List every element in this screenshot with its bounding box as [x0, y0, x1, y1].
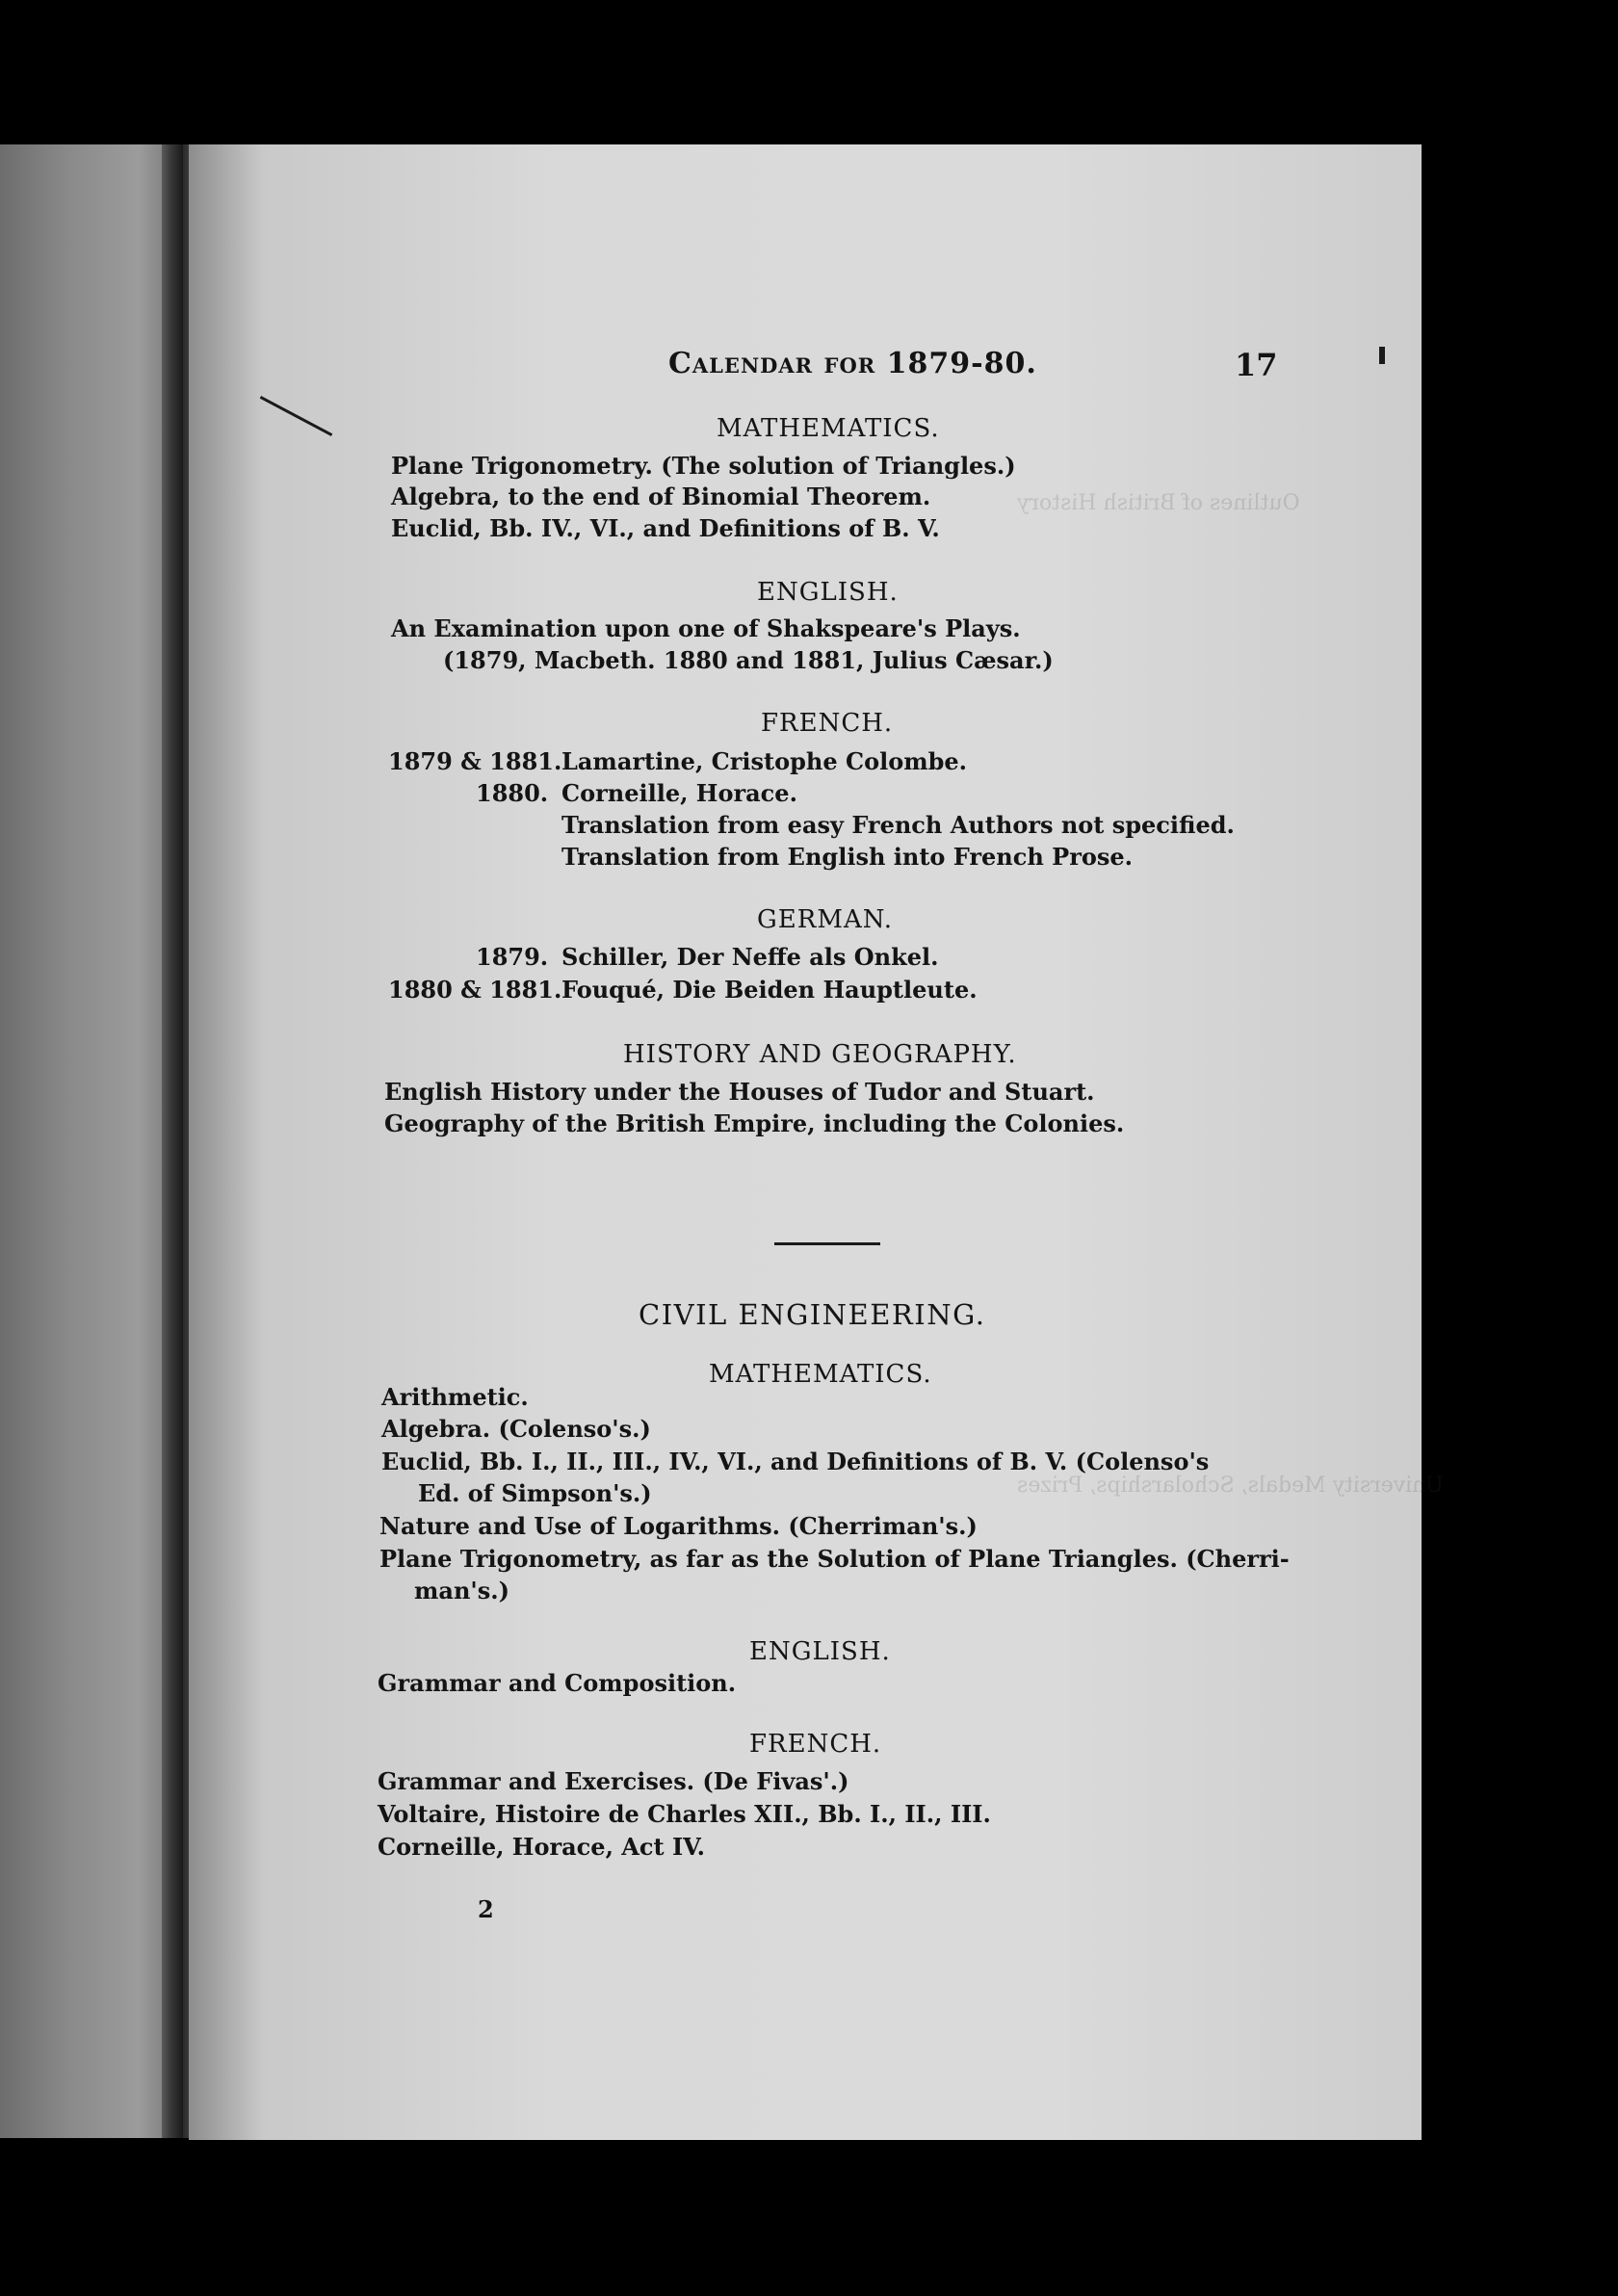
math-line: Plane Trigonometry. (The solution of Triangles.): [391, 452, 1016, 480]
french-text: Lamartine, Cristophe Colombe.: [561, 747, 968, 775]
ce-english-heading: ENGLISH.: [749, 1637, 891, 1666]
ce-math-line: Euclid, Bb. I., II., III., IV., VI., and Definitions of B. V. (Colenso's: [381, 1448, 1210, 1475]
ce-math-line: Plane Trigonometry, as far as the Solution of Plane Triangles. (Cherri-: [379, 1545, 1290, 1573]
math-line: Algebra, to the end of Binomial Theorem.: [391, 483, 931, 510]
book-spine: [162, 144, 183, 2138]
facing-page-edge: [0, 144, 173, 2138]
math-line: Euclid, Bb. IV., VI., and Definitions of B. V.: [391, 514, 940, 542]
history-heading: HISTORY AND GEOGRAPHY.: [623, 1040, 1017, 1069]
civil-engineering-title: CIVIL ENGINEERING.: [639, 1298, 986, 1331]
page-header: [189, 347, 1422, 395]
french-year: 1879 & 1881.: [388, 747, 562, 775]
german-heading: GERMAN.: [757, 905, 894, 934]
ce-math-line: man's.): [414, 1577, 509, 1605]
running-title: Calendar for 1879-80.: [668, 347, 1037, 380]
history-line: English History under the Houses of Tudor and Stuart.: [384, 1078, 1095, 1106]
book-page: Outlines of British History University Medals, Scholarships, Prizes Calendar for 1879-80. 17 MATHEMATICS. Plane Trigonometry. (The solution of Triangles.) Algebra, to the end of Binomial Theorem. Euclid, Bb. IV., VI., and Definitions of B. V. ENGLISH. An Examination upon one of Shakspeare's Plays. (1879, Macbeth. 1880 and 1881, Julius Cæsar.) FRENCH. 1879 & 1881. Lamartine, Cristophe Colombe. 1880. Corneille, Horace. Translation from easy French Authors not specified. Translation from English into French Prose. GERMAN. 1879. Schiller, Der Neffe als Onkel. 1880 & 1881. Fouqué, Die Beiden Hauptleute. HISTORY AND GEOGRAPHY. English History under the Houses of Tudor and Stuart. Geography of the British Empire, including the Colonies. CIVIL ENGINEERING. MATHEMATICS. Arithmetic. Algebra. (Colenso's.) Euclid, Bb. I., II., III., IV., VI., and Definitions of B. V. (Colenso's Ed. of Simpson's.) Nature and Use of Logarithms. (Cherriman's.) Plane Trigonometry, as far as the Solution of Plane Triangles. (Cherri- man's.) ENGLISH. Grammar and Composition. FRENCH. Grammar and Exercises. (De Fivas'.) Voltaire, Histoire de Charles XII., Bb. I., II., III. Corneille, Horace, Act IV. 2: [189, 144, 1422, 2140]
stray-mark: [1379, 347, 1385, 364]
ce-french-heading: FRENCH.: [749, 1730, 882, 1759]
ce-math-line: Arithmetic.: [381, 1383, 529, 1411]
french-text: Translation from English into French Prose.: [561, 843, 1134, 871]
ce-math-line: Nature and Use of Logarithms. (Cherriman's.): [379, 1512, 978, 1540]
ce-french-line: Grammar and Exercises. (De Fivas'.): [378, 1767, 849, 1795]
german-year: 1879.: [476, 943, 549, 971]
german-year: 1880 & 1881.: [388, 976, 562, 1004]
history-line: Geography of the British Empire, including the Colonies.: [384, 1109, 1125, 1137]
ce-french-line: Corneille, Horace, Act IV.: [378, 1833, 705, 1861]
ce-math-line: Ed. of Simpson's.): [418, 1479, 652, 1507]
french-year: 1880.: [476, 779, 549, 807]
english-line: An Examination upon one of Shakspeare's Plays.: [391, 614, 1021, 642]
ce-math-line: Algebra. (Colenso's.): [381, 1415, 651, 1443]
french-heading: FRENCH.: [761, 709, 894, 738]
signature-mark: 2: [478, 1895, 494, 1923]
ce-english-line: Grammar and Composition.: [378, 1669, 737, 1697]
german-text: Schiller, Der Neffe als Onkel.: [561, 943, 939, 971]
page-number: 17: [1235, 347, 1278, 383]
english-line: (1879, Macbeth. 1880 and 1881, Julius Cæsar.): [443, 646, 1054, 674]
english-heading: ENGLISH.: [757, 578, 899, 607]
ce-math-heading: MATHEMATICS.: [709, 1360, 932, 1389]
stray-mark: [260, 396, 333, 436]
section-divider: [774, 1242, 880, 1245]
french-text: Corneille, Horace.: [561, 779, 797, 807]
german-text: Fouqué, Die Beiden Hauptleute.: [561, 976, 978, 1004]
math-heading: MATHEMATICS.: [717, 414, 940, 443]
french-text: Translation from easy French Authors not specified.: [561, 811, 1235, 839]
ce-french-line: Voltaire, Histoire de Charles XII., Bb. I., II., III.: [378, 1800, 991, 1828]
